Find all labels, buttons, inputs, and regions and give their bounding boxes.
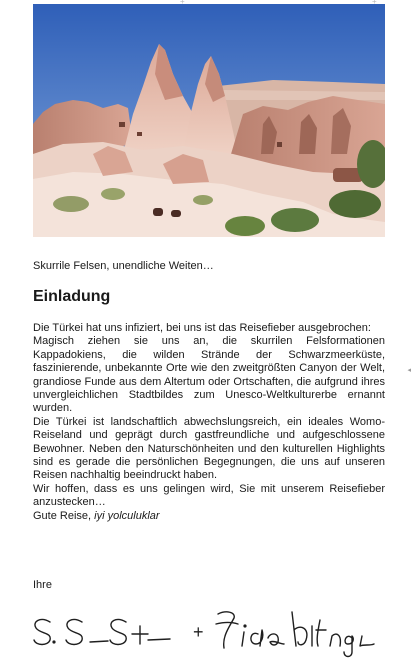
rock-landscape-image (33, 4, 385, 237)
closing-prefix: Gute Reise, (33, 509, 95, 522)
margin-arrow-icon: ◂ (407, 367, 411, 374)
signatures (30, 600, 400, 660)
cappadocia-photo (33, 4, 385, 237)
regards-text: Ihre (33, 579, 52, 591)
invitation-body (33, 322, 385, 523)
photo-caption: Skurrile Felsen, unendliche Weiten… (33, 260, 214, 272)
closing-line (33, 510, 385, 523)
body-paragraph: Wir hoffen, dass es uns gelingen wird, Sie mit unserem Reisefieber anzustecken… (33, 482, 385, 509)
body-paragraph: Die Türkei hat uns infiziert, bei uns ist das Reisefieber ausgebrochen: (33, 322, 371, 334)
body-paragraph: Die Türkei ist landschaftlich abwechslungsreich, ein ideales Womo-Reiseland und geprägt durch gastfreundliche und aufgeschlossene Bewohner. Neben den Naturschönheiten und den kulturellen Highlights sind es gerade die persönlichen Begegnungen, die uns auf unseren Reisen nachhaltig beeindruckt haben. (33, 415, 385, 482)
page-title: Einladung (33, 288, 111, 305)
crop-mark-icon: + (372, 0, 377, 6)
body-paragraph: Magisch ziehen sie uns an, die skurrilen Felsformationen Kappadokiens, die wilden Strände der Schwarzmeerküste, faszinierende, unbekannte Orte wie den zweitgrößten Canyon der Welt, grandiose Funde aus dem Altertum oder Ortschaften, die aufgrund ihres unvergleichlichen Stadtbildes zum Unesco-Weltkulturerbe ernannt wurden. (33, 335, 385, 415)
handwritten-signatures-image (30, 600, 400, 660)
plus-sign: + (193, 622, 204, 642)
crop-mark-icon: + (180, 0, 185, 6)
closing-turkish-phrase: iyi yolculuklar (94, 509, 160, 522)
